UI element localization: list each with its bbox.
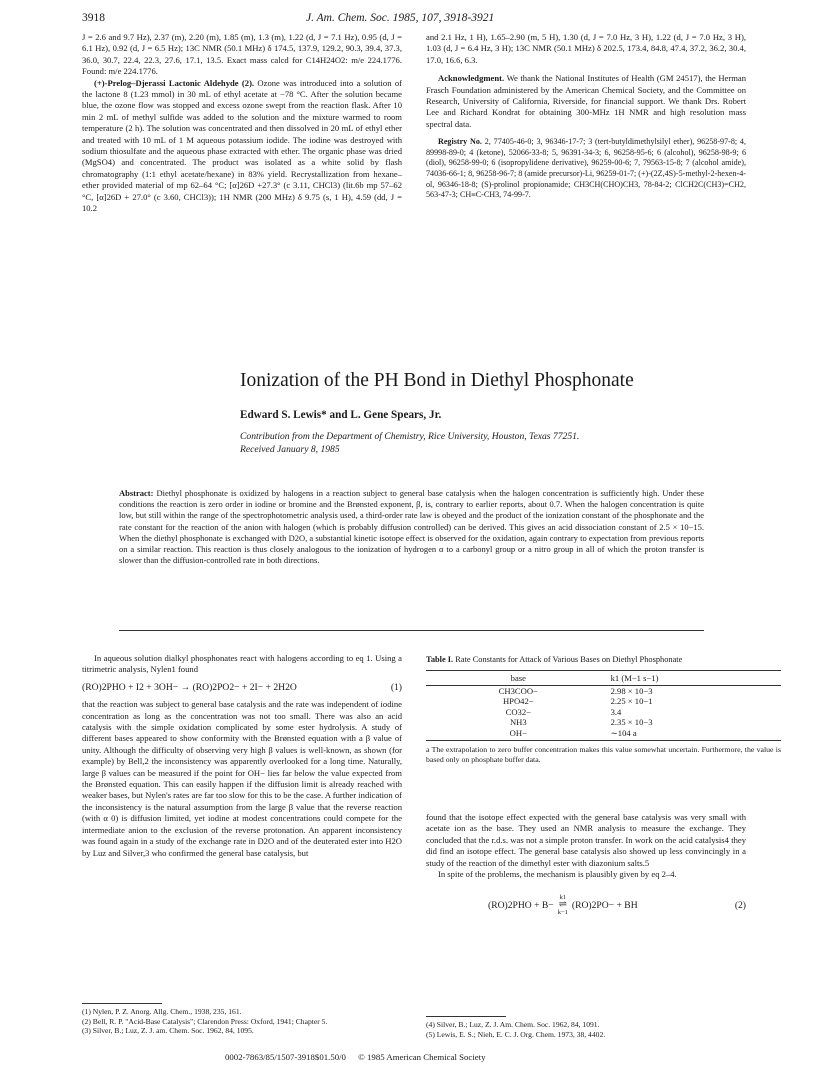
body-left-column [82, 653, 402, 859]
body-right-paragraph-2: In spite of the problems, the mechanism is plausibly given by eq 2–4. [438, 869, 677, 880]
copyright-notice: © 1985 American Chemical Society [358, 1052, 486, 1062]
registry-body: 2, 77405-46-0; 3, 96346-17-7; 3 (tert-butyldimethylsilyl ether), 96258-97-8; 4, 89998-89-0; 4 (ketone), 52066-33-8; 5, 96391-34-3; 6, 96258-95-6; 6 (alcohol), 96258-98-9; 6 (diol), 96258-99-0; 6 (isopropylidene derivative), 96259-00-6; 7, 79563-15-8; 7 (alcohol amide), 74036-66-1; 8, 96258-96-7; 8 (amide precursor)-Li, 96259-01-7; (+)-(2Z,4S)-5-methyl-2-hexen-4-ol, 96346-18-8; (S)-prolinol propionamide; CH3CH(CHO)CH3, 78-84-2; ClCH2C(CH3)=CH2, 563-47-3; CH≡C-CH3, 74-99-7. [426, 137, 747, 200]
registry-paragraph [426, 137, 746, 201]
intro-paragraph: In aqueous solution dialkyl phosphonates react with halogens according to eq 1. Using a titrimetric analysis, Nylen1 found [82, 653, 402, 675]
equilibrium-arrows [558, 894, 568, 916]
acknowledgment-paragraph [426, 73, 746, 130]
table-1-footnote: a The extrapolation to zero buffer concentration makes this value somewhat uncertain. Furthermore, the value is based only on phosphate buffer data. [426, 745, 781, 765]
column-header-k1: k1 (M−1 s−1) [611, 670, 781, 685]
footnotes-right [426, 1020, 746, 1039]
table-cell-k: 3.4 [610, 706, 622, 717]
table-cell-k: 2.35 × 10−3 [610, 717, 653, 728]
top-left-column [82, 32, 402, 215]
article-authors: Edward S. Lewis* and L. Gene Spears, Jr. [240, 409, 442, 421]
equation-2-number: (2) [734, 899, 746, 911]
body-right-paragraph-1: found that the isotope effect expected with the general base catalysis was very small with acetate ion as the base. They used an NMR analysis to measure the exchange. They concluded that the r.d.s. was not a simple proton transfer. In work on the acid catalysis4 they did find an isotope effect. The general base catalysis also showed up less convincingly in a study of the reaction of the dimethyl ester with diazonium salts.5 [426, 812, 746, 868]
acknowledgment-body: We thank the National Institutes of Health (GM 24517), the Herman Frasch Foundation administered by the American Chemical Society, and the Committee on Research, University of California, Riverside, for financial support. We thank Drs. Robert Lee and Richard Kondrat for obtaining 300-MHz 1H NMR and high resolution mass spectral data. [426, 73, 746, 129]
column-header-base: base [426, 670, 611, 685]
table-row [426, 685, 781, 696]
table-1-block [426, 655, 781, 765]
prelog-heading: (+)-Prelog–Djerassi Lactonic Aldehyde (2). [94, 77, 255, 88]
table-1-caption [426, 655, 781, 666]
abstract-divider [119, 630, 704, 631]
body-paragraph-2: that the reaction was subject to general base catalysis and the rate was independent of iodine concentration as long as the concentration was not too small. There was also an acid catalysis with the simple oxidation complicated by some ester hydrolysis. A study of different bases appeared to show conformity with the Brønsted equation with a β value of unity. Although the difficulty of observing very high β values is well-known, as shown (for example) by Bell,2 the inconsistency was apparently overlooked for a long time. Naturally, large β values can be measured if the point for OH− lies far below the value expected from the Brønsted equation. This can easily happen if the diffusion limit is already reached with weaker bases, but Nylen's rates are far too slow for this to be the case. A further indication of the inconsistency is the natural assumption from the large β value that the reverse reaction (with α 0) is diffusion limited, yet iodine at modest concentrations could compete for the intermediate anion to the exclusion of the reverse protonation. An apparent inconsistency was found again in a study of the exchange rate in D2O and of the deuterated ester into H2O by Luz and Silver,3 who confirmed the general base catalysis, but [82, 699, 402, 858]
article-code: 0002-7863/85/1507-3918$01.50/0 [225, 1052, 346, 1062]
table-cell-base: CO32− [505, 706, 531, 717]
registry-heading: Registry No. [438, 137, 482, 147]
table-row [426, 707, 781, 718]
equation-1-text: (RO)2PHO + I2 + 3OH− → (RO)2PO2− + 2I− + 2H2O [82, 681, 297, 693]
equation-2-left: (RO)2PHO + B− [488, 899, 554, 911]
page-footer [225, 1052, 486, 1062]
footnote-3: (3) Silver, B.; Luz, Z. J. am. Chem. Soc. 1962, 84, 1095. [82, 1026, 254, 1036]
table-cell-base: HPO42− [502, 696, 534, 707]
table-row [426, 696, 781, 707]
page-number: 3918 [82, 12, 105, 24]
table-1-label: Table I. [426, 655, 454, 664]
equation-2-body [426, 894, 638, 916]
equation-1 [82, 682, 402, 693]
nmr-continuation: J = 2.6 and 9.7 Hz), 2.37 (m), 2.20 (m), 1.85 (m), 1.3 (m), 1.22 (d, J = 7.1 Hz), 0.95 (d, J = 6.1 Hz), 0.92 (d, J = 6.5 Hz); 13C NMR (50.1 MHz) δ 174.5, 137.9, 129.2, 90.3, 39.4, 37.3, 36.0, 30.7, 22.4, 22.3, 27.6, 17.1, 13.5. Exact mass calcd for C14H24O2: m/e 224.1776. Found: m/e 224.1776. [82, 32, 402, 77]
contribution-line: Contribution from the Department of Chemistry, Rice University, Houston, Texas 77251. [240, 431, 580, 442]
rate-constant-table [426, 670, 781, 742]
footnote-2: (2) Bell, R. P. "Acid-Base Catalysis"; Clarendon Press: Oxford, 1941; Chapter 5. [82, 1016, 328, 1026]
table-row [426, 717, 781, 728]
footnotes-left [82, 1007, 402, 1036]
footnote-divider-left [82, 1003, 162, 1004]
nmr-continuation-right: and 2.1 Hz, 1 H), 1.65–2.90 (m, 5 H), 1.30 (d, J = 7.0 Hz, 3 H), 1.22 (d, J = 7.0 Hz, 3 H), 1.03 (d, J = 6.4 Hz, 3 H); 13C NMR (50.1 MHz) δ 202.5, 173.4, 84.8, 47.4, 37.2, 36.2, 30.4, 17.0, 16.6, 6.3. [426, 32, 746, 65]
table-cell-k: 2.25 × 10−1 [610, 696, 653, 707]
table-cell-base: OH− [426, 728, 611, 741]
abstract-heading: Abstract: [119, 488, 154, 498]
journal-header: J. Am. Chem. Soc. 1985, 107, 3918-3921 [306, 12, 495, 24]
abstract [119, 488, 704, 566]
article-title: Ionization of the PH Bond in Diethyl Phosphonate [240, 370, 634, 391]
equation-1-number: (1) [390, 681, 402, 693]
table-row [426, 728, 781, 741]
acknowledgment-heading: Acknowledgment. [438, 73, 505, 84]
abstract-body: Diethyl phosphonate is oxidized by halogens in a reaction subject to general base catalysis when the halogen concentration is sufficiently high. Under these conditions the reaction is zero order in iodine or bromine and the Brønsted exponent, β, is, contrary to earlier reports, about 0.7. When the halogen concentration is quite low, but still within the range of the spectrophotometric analysis used, a third-order rate law is obeyed and the product of the ionization constant of the phosphonate and the rate constant for the reaction of the anion with halogen (which is probably diffusion controlled) can be derived. This gives an acid dissociation constant of 2.5 × 10−15. When the diethyl phosphonate is exchanged with D2O, a substantial kinetic isotope effect is observed for the oxidation, again contrary to expectation from previous reports on a similar reaction. This reaction is thus closely analogous to the ionization of hydrogen α to a carbonyl group or a nitro group in all of which the proton transfer is slower than the diffusion-controlled rate in both directions. [119, 488, 704, 566]
table-cell-base: NH3 [509, 717, 527, 728]
footnote-4: (4) Silver, B.; Luz, Z. J. Am. Chem. Soc. 1962, 84, 1091. [426, 1020, 600, 1029]
table-cell-k: ∼104 a [611, 728, 781, 741]
footnote-5: (5) Lewis, E. S.; Nieh, E. C. J. Org. Chem. 1973, 38, 4402. [426, 1029, 606, 1039]
contribution-block [240, 430, 800, 456]
prelog-body: Ozone was introduced into a solution of the lactone 8 (1.23 mmol) in 30 mL of ethyl acetate at −78 °C. After the solution became blue, the ozone flow was stopped and excess ozone swept from the reaction flask. After 10 min 2 mL of methyl sulfide was added to the solution and the mixture warmed to room temperature (2 h). The solution was concentrated and then dissolved in 20 mL of ethyl ether and treated with 10 mL of 1 M aqueous potassium iodide. The iodine was destroyed with sodium thiosulfate and the aqueous phase extracted with ether. The organic phase was dried (MgSO4) and concentrated. The product was isolated as a white solid by flash chromatography (1:1 ethyl acetate/hexane) in 83% yield. Recrystallization from hexane–ether provided material of mp 62–64 °C; [α]26D +27.3° (c 3.11, CHCl3) (lit.6b mp 57–62 °C, [α]26D + 27.0° (c 3.60, CHCl3)); 1H NMR (200 MHz) δ 9.75 (s, 1 H), 4.59 (dd, J = 10.2 [82, 77, 402, 214]
top-right-column [426, 32, 746, 201]
equation-2-right: (RO)2PO− + BH [571, 899, 638, 911]
body-right-column [426, 812, 746, 922]
rate-constant-reverse: k−1 [557, 909, 568, 917]
equation-2 [426, 894, 746, 916]
table-cell-k: 2.98 × 10−3 [610, 685, 653, 696]
rate-constant-forward: k1 [559, 894, 567, 902]
footnote-1: (1) Nylen, P. Z. Anorg. Allg. Chem., 1938, 235, 161. [82, 1007, 242, 1016]
table-1-caption-text: Rate Constants for Attack of Various Bases on Diethyl Phosphonate [453, 655, 683, 664]
prelog-paragraph [82, 78, 402, 215]
received-line: Received January 8, 1985 [240, 444, 340, 455]
footnote-divider-right [426, 1016, 506, 1017]
table-cell-base: CH3COO− [498, 685, 538, 696]
equilibrium-arrow-icon: ⇌ [558, 899, 568, 911]
